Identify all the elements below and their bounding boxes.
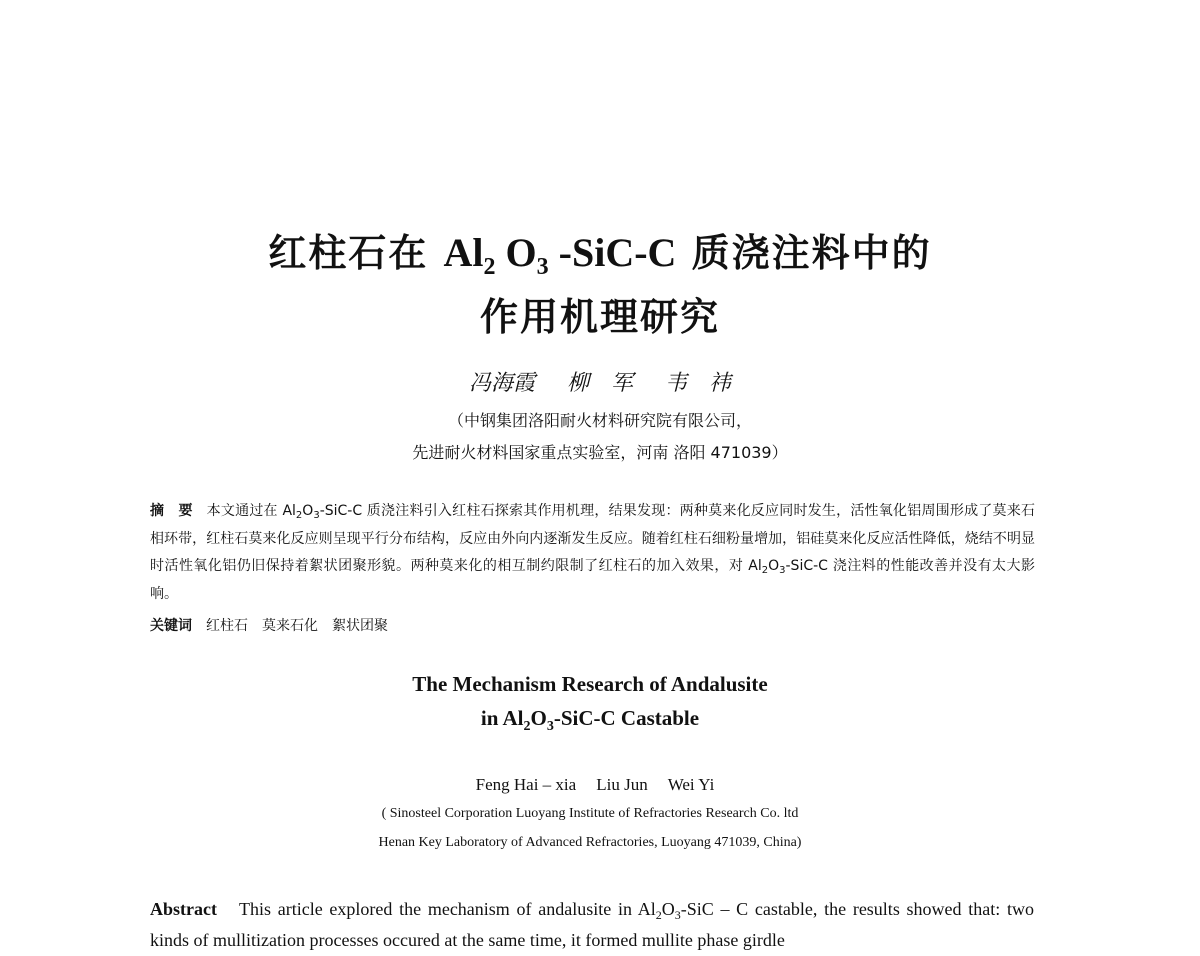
title-en-part: -SiC-C Castable bbox=[553, 706, 700, 730]
formula-sub: 3 bbox=[313, 510, 320, 521]
title-cn-formula bbox=[443, 230, 677, 280]
authors-cn bbox=[0, 366, 1200, 397]
abstract-cn-label: 摘 要 bbox=[150, 503, 193, 519]
formula-sub: 2 bbox=[483, 254, 496, 280]
abstract-cn-text: O bbox=[768, 558, 780, 574]
title-cn-part: 质浇注料中的 bbox=[676, 231, 932, 275]
author-cn: 柳 军 bbox=[566, 371, 633, 396]
title-cn-part: 红柱石在 bbox=[268, 231, 444, 275]
author-cn: 冯海霞 bbox=[468, 371, 535, 396]
title-cn-line1 bbox=[0, 222, 1200, 280]
formula-sub: 2 bbox=[295, 510, 303, 521]
abstract-cn-text: -SiC-C 浇注料的性能改善并没有太大影响。 bbox=[150, 558, 1035, 602]
formula-sub: 3 bbox=[536, 254, 549, 280]
title-cn-line2: 作用机理研究 bbox=[479, 295, 720, 339]
affiliation-cn-line1: （中钢集团洛阳耐火材料研究院有限公司， bbox=[447, 411, 752, 430]
keyword: 红柱石 bbox=[206, 618, 248, 634]
affiliation-cn-line2: 先进耐火材料国家重点实验室，河南 洛阳 471039） bbox=[412, 443, 788, 462]
keyword: 絮状团聚 bbox=[332, 618, 388, 634]
authors-en bbox=[0, 775, 1190, 795]
formula-sub: 2 bbox=[523, 719, 531, 734]
formula-sub: 3 bbox=[546, 719, 554, 734]
author-en: Wei Yi bbox=[667, 775, 715, 794]
author-cn: 韦 祎 bbox=[665, 371, 732, 396]
affiliation-en-line1: ( Sinosteel Corporation Luoyang Institute of Refractories Research Co. ltd bbox=[381, 806, 799, 821]
author-en: Liu Jun bbox=[596, 775, 648, 794]
abstract-cn-text: 本文通过在 Al bbox=[206, 503, 296, 519]
keyword: 莫来石化 bbox=[262, 618, 318, 634]
formula-sub: 3 bbox=[779, 565, 786, 576]
formula-o: O bbox=[495, 230, 537, 275]
author-en: Feng Hai – xia bbox=[475, 775, 577, 794]
title-en-part: O bbox=[530, 706, 547, 730]
formula-rest: -SiC-C bbox=[548, 230, 677, 275]
title-en-line1: The Mechanism Research of Andalusite bbox=[412, 672, 768, 696]
abstract-cn-text: -SiC-C 质浇注料引入红柱石探索其作用机理，结果发现：两种莫来化反应同时发生，活性氧化铝周围形成了莫来石相环带，红柱石莫来化反应则呈现平行分布结构，反应由外向内逐渐发生反应。随着红柱石细粉量增加，铝硅莫来化反应活性降低，烧结不明显时活性氧化铝仍旧保持着絮状团聚形貌。两种莫来化的相互制约限制了红柱石的加入效果，对 Al bbox=[150, 503, 1035, 574]
formula-al: Al bbox=[443, 230, 484, 275]
affiliation-en-line2: Henan Key Laboratory of Advanced Refractories, Luoyang 471039, China) bbox=[378, 835, 802, 850]
title-en-line2 bbox=[0, 706, 1180, 734]
abstract-en-text: O bbox=[661, 899, 675, 919]
abstract-en-text: -SiC – C castable, the results showed that: two kinds of mullitization processes occured at the same time, it formed mullite phase girdle bbox=[150, 899, 1034, 950]
abstract-en-label: Abstract bbox=[150, 899, 217, 919]
formula-sub: 3 bbox=[674, 908, 681, 922]
keywords-label: 关键词 bbox=[150, 618, 192, 634]
formula-sub: 2 bbox=[655, 908, 662, 922]
formula-sub: 2 bbox=[761, 565, 769, 576]
keywords-cn bbox=[150, 615, 402, 635]
title-en-part: in Al bbox=[480, 706, 524, 730]
abstract-cn bbox=[150, 498, 1035, 608]
abstract-en-text: This article explored the mechanism of andalusite in Al bbox=[238, 899, 656, 919]
abstract-cn-text: O bbox=[302, 503, 314, 519]
